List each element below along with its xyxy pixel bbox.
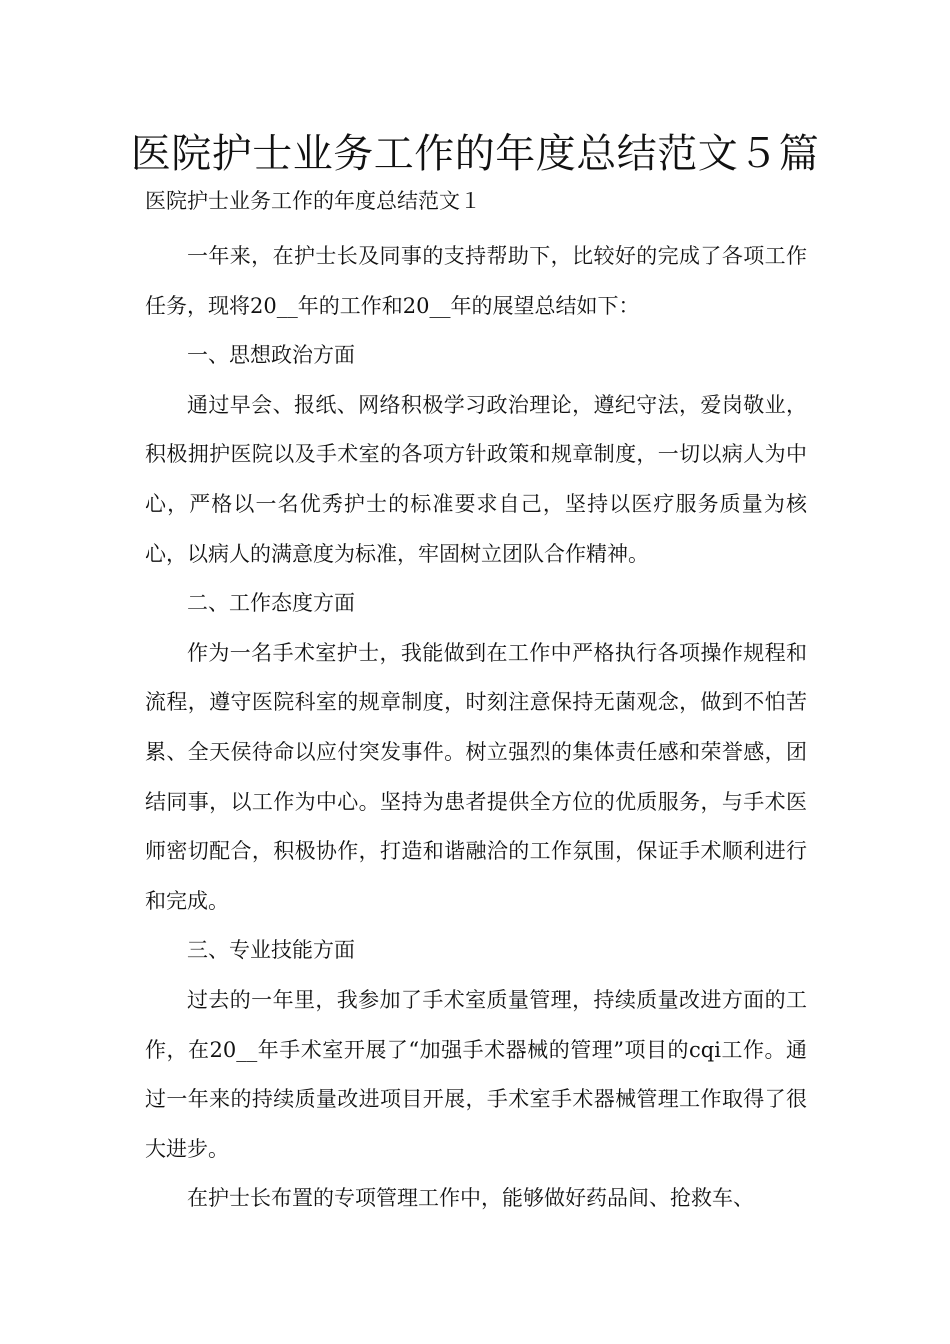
section-heading-skills: 三、专业技能方面 [187, 938, 355, 963]
paragraph-skills: 过去的一年里，我参加了手术室质量管理，持续质量改进方面的工作，在20__年手术室开展了“加强手术器械的管理”项目的cqi工作。通过一年来的持续质量改进项目开展，手术室手术器械管理工作取得了很大进步。 [145, 987, 807, 1161]
section-heading-attitude: 二、工作态度方面 [187, 591, 355, 616]
paragraph-special-management: 在护士长布置的专项管理工作中，能够做好药品间、抢救车、 [187, 1186, 754, 1211]
document-subtitle: 医院护士业务工作的年度总结范文１ [145, 189, 481, 213]
section-heading-politics: 一、思想政治方面 [187, 343, 355, 368]
document-title: 医院护士业务工作的年度总结范文５篇 [130, 131, 820, 177]
document-body [145, 232, 807, 1224]
paragraph-attitude: 作为一名手术室护士，我能做到在工作中严格执行各项操作规程和流程，遵守医院科室的规章制度，时刻注意保持无菌观念，做到不怕苦累、全天侯待命以应付突发事件。树立强烈的集体责任感和荣誉感，团结同事，以工作为中心。坚持为患者提供全方位的优质服务，与手术医师密切配合，积极协作，打造和谐融洽的工作氛围，保证手术顺利进行和完成。 [145, 640, 807, 913]
paragraph-politics: 通过早会、报纸、网络积极学习政治理论，遵纪守法，爱岗敬业，积极拥护医院以及手术室的各项方针政策和规章制度，一切以病人为中心，严格以一名优秀护士的标准要求自己，坚持以医疗服务质量为核心，以病人的满意度为标准，牢固树立团队合作精神。 [145, 392, 807, 566]
paragraph-intro: 一年来，在护士长及同事的支持帮助下，比较好的完成了各项工作任务，现将20__年的工作和20__年的展望总结如下： [145, 244, 807, 318]
